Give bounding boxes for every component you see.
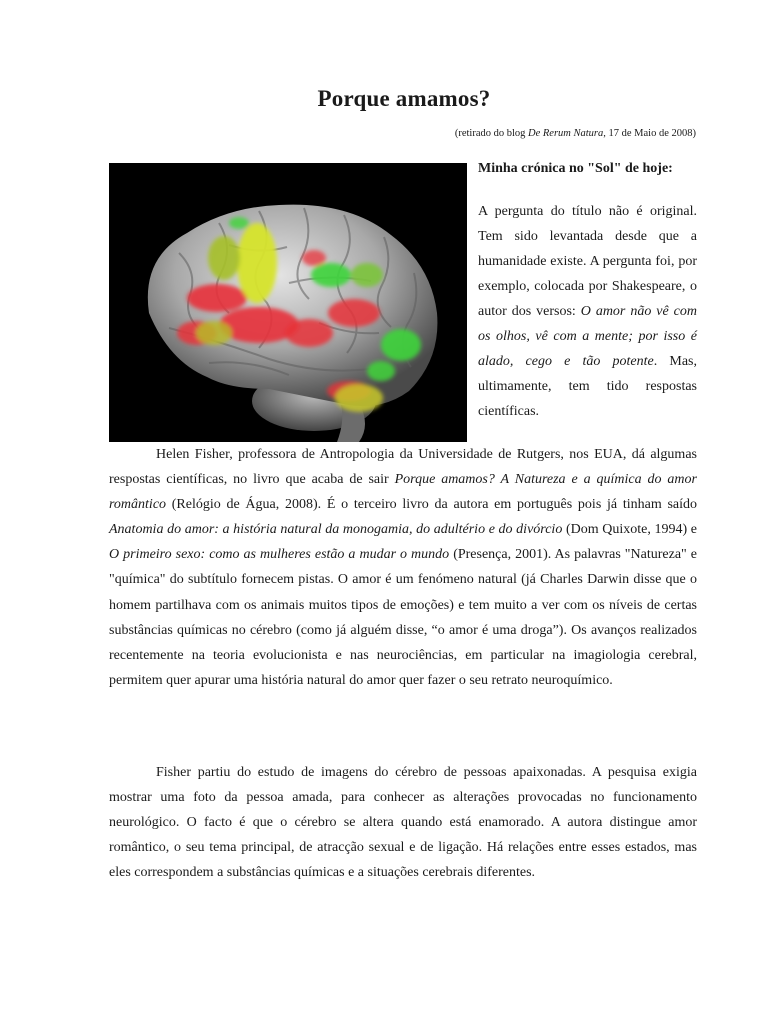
source-prefix: (retirado do blog: [454, 128, 529, 139]
intro-paragraph: [478, 199, 697, 424]
activation-yellow-2: [208, 236, 240, 280]
activation-yellow-1: [237, 223, 277, 303]
activation-yellow-4: [335, 384, 383, 412]
activation-red-3: [285, 319, 333, 347]
activation-red-7: [302, 250, 326, 266]
p1-text-2: (Relógio de Água, 2008). É o terceiro livro da autora em português pois já tinham saído: [166, 497, 697, 513]
p2-text: Fisher partiu do estudo de imagens do cérebro de pessoas apaixonadas. A pesquisa exigia mostrar uma foto da pessoa amada, para conhecer as alterações provocadas no funcionamento neurológico. O facto é que o cérebro se altera quando está enamorado. A autora distingue amor romântico, o seu tema principal, de atracção sexual e de ligação. Há relações entre esses estados, mas eles correspondem a substâncias químicas e a situações cerebrais diferentes.: [109, 765, 697, 881]
p1-text-1: Helen Fisher, professora de Antropologia da Universidade de Rutgers, nos EUA, dá algumas respostas científicas, no livro que acaba de sair: [109, 447, 697, 488]
book-title-3: O primeiro sexo: como as mulheres estão a mudar o mundo: [109, 547, 450, 563]
p1-text-4: (Presença, 2001). As palavras "Natureza" e "química" do subtítulo fornecem pistas. O amor é um fenómeno natural (já Charles Darwin disse que o homem partilhava com os animais muitos tipos de emoções) e tem muito a ver com os níveis de certas substâncias químicas no cérebro (como já alguém disse, “o amor é uma droga”). Os avanços realizados recentemente na teoria evolucionista e nas neurociências, em particular na imagiologia cerebral, permitem quer apurar uma história natural do amor quer fazer o seu retrato neuroquímico.: [109, 547, 697, 688]
activation-green-3: [381, 329, 421, 361]
activation-red-4: [328, 299, 380, 327]
shakespeare-quote: O amor não vê com os olhos, vê com a mente; por isso é alado, cego e tão potente: [478, 304, 697, 369]
section-heading: Minha crónica no "Sol" de hoje:: [478, 161, 673, 176]
activation-green-4: [367, 361, 395, 381]
activation-yellow-3: [196, 321, 232, 345]
page-title: Porque amamos?: [317, 86, 491, 111]
activation-green-1: [311, 263, 351, 287]
source-suffix: , 17 de Maio de 2008): [603, 128, 696, 139]
source-attribution: [455, 128, 696, 139]
activation-green-5: [229, 217, 249, 229]
brain-scan-image: [109, 163, 467, 442]
brain-scan-svg: [109, 163, 467, 442]
p1-text-3: (Dom Quixote, 1994) e: [562, 522, 697, 538]
activation-green-2: [351, 263, 383, 287]
activation-red-1: [187, 284, 247, 312]
body-paragraph-2: [109, 760, 697, 885]
intro-text-1: A pergunta do título não é original. Tem sido levantada desde que a humanidade existe. A pergunta foi, por exemplo, colocada por Shakespeare, o autor dos versos:: [478, 204, 697, 319]
intro-column: [478, 156, 697, 424]
book-title-1: Porque amamos? A Natureza e a química do amor romântico: [109, 472, 697, 513]
blog-name: De Rerum Natura: [528, 128, 604, 139]
body-paragraph-1: [109, 442, 697, 693]
book-title-2: Anatomia do amor: a história natural da monogamia, do adultério e do divórcio: [109, 522, 563, 538]
intro-text-2: . Mas, ultimamente, tem tido respostas científicas.: [478, 354, 697, 419]
